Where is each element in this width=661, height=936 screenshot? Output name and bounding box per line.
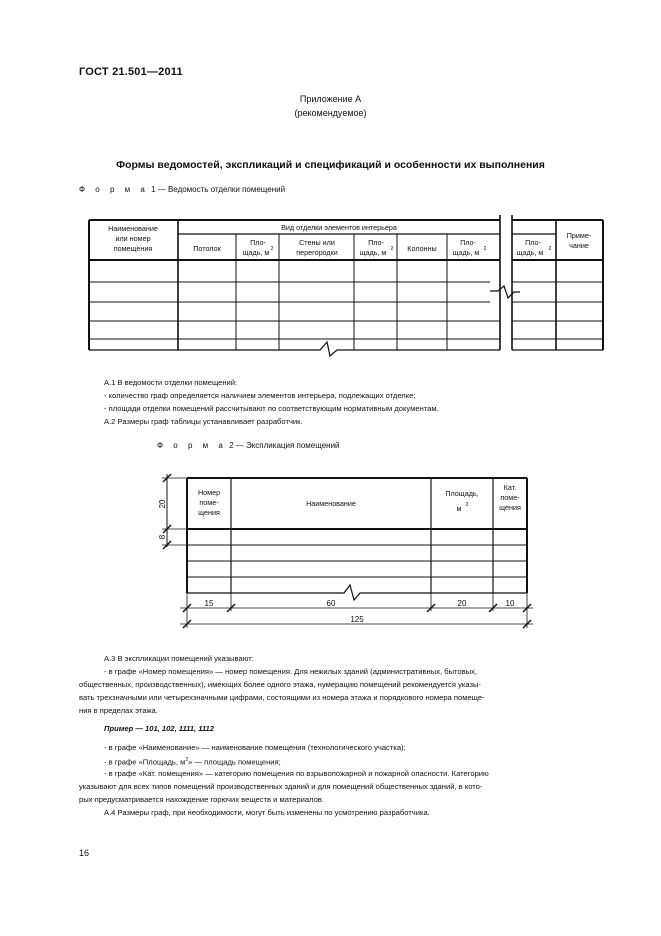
- note-a3-p4-l3: рых предусматривается нахождение горючих веществ и материалов.: [79, 795, 324, 804]
- note-a3-p1-l2: общественных, производственных), имеющих более одного этажа, нумерацию помещений рекомендуется указы-: [79, 680, 481, 689]
- form2-col-name: Наименование: [306, 499, 356, 508]
- note-a1: А.1 В ведомости отделки помещений:: [104, 378, 238, 387]
- note-a3-p1-l3: вать трехзначными или четырехзначными цифрами, состоящими из номера этажа и порядкового номера помеще-: [79, 693, 485, 702]
- form2-col-cat-l2: поме-: [500, 493, 520, 502]
- note-a3-p4-l1: - в графе «Кат. помещения» — категорию помещения по взрывопожарной и пожарной опасности. Категорию: [104, 769, 489, 778]
- form1-col-name-l1: Наименование: [108, 224, 158, 233]
- form1-col-note-l1: Приме-: [566, 231, 592, 240]
- note-a2: А.2 Размеры граф таблицы устанавливает разработчик.: [104, 417, 303, 426]
- note-a1-item2: - площади отделки помещений рассчитывают по соответствующим нормативным документам.: [104, 404, 439, 413]
- form2-col-num-l1: Номер: [197, 488, 221, 497]
- form1-caption-rest: 1 — Ведомость отделки помещений: [151, 185, 286, 194]
- form2-dim-row-height: 8: [158, 534, 167, 540]
- form2-dim-name: 60: [326, 599, 336, 608]
- note-a3-p3-b: » — площадь помещения;: [188, 757, 281, 767]
- form1-col-walls-a: Стены или: [299, 238, 335, 247]
- form2-col-area-sup: 2: [465, 502, 469, 508]
- form1-col-area3-b: щадь, м: [452, 248, 480, 257]
- example: Пример — 101, 102, 1111, 1112: [104, 724, 214, 733]
- note-a3: А.3 В экспликации помещений указывают:: [104, 654, 254, 663]
- form2-col-area-l2: м: [456, 504, 462, 513]
- form1-col-area2-sup: 2: [390, 246, 394, 252]
- form1-col-area2-b: щадь, м: [359, 248, 387, 257]
- form2-dim-num: 15: [204, 599, 214, 608]
- form2-dim-total: 125: [350, 615, 364, 624]
- note-a3-p4-l2: указывают для всех типов помещений производственных зданий и для помещений общественных зданий, в кото-: [79, 782, 483, 791]
- form1-col-area2-a: Пло-: [368, 238, 384, 247]
- form2-dim-cat: 10: [505, 599, 515, 608]
- form1-col-area4-b: щадь, м: [516, 248, 544, 257]
- note-a3-p3-sup: 2: [185, 757, 189, 763]
- form1-col-area3-a: Пло-: [460, 238, 476, 247]
- form2-col-area-l1: Площадь,: [445, 489, 479, 498]
- note-a3-p3-a: - в графе «Площадь, м: [104, 757, 186, 767]
- form1-col-ceiling: Потолок: [193, 244, 221, 253]
- note-a3-p2: - в графе «Наименование» — наименование помещения (технологического участка);: [104, 743, 406, 752]
- form1-col-name-l2: или номер: [115, 234, 151, 243]
- page-number: 16: [79, 848, 90, 858]
- form1-col-columns: Колонны: [407, 244, 437, 253]
- form2-dim-area: 20: [457, 599, 467, 608]
- form1-col-area4-sup: 2: [548, 246, 552, 252]
- form1-col-area1-a: Пло-: [250, 238, 266, 247]
- form2-col-cat-l3: щения: [499, 503, 521, 512]
- note-a3-p1-l4: ния в пределах этажа.: [79, 706, 158, 715]
- form2-col-cat-l1: Кат.: [503, 483, 517, 492]
- appendix-note: (рекомендуемое): [294, 108, 367, 118]
- section-title: Формы ведомостей, экспликаций и спецификаций и особенности их выполнения: [116, 159, 545, 171]
- note-a4: А.4 Размеры граф, при необходимости, могут быть изменены по усмотрению разработчика.: [104, 808, 430, 817]
- form1-col-name-l3: помещения: [113, 244, 153, 253]
- form1-col-area1-b: щадь, м: [242, 248, 270, 257]
- form1-col-area1-sup: 2: [270, 246, 274, 252]
- form2-col-num-l2: поме-: [199, 498, 219, 507]
- form1-col-walls-b: перегородки: [296, 248, 338, 257]
- form2-caption-word: Ф о р м а: [157, 441, 227, 450]
- form2-dim-head-height: 20: [158, 499, 167, 509]
- note-a1-item1: - количество граф определяется наличием элементов интерьера, подлежащих отделке;: [104, 391, 416, 400]
- form2-caption-rest: 2 — Экспликация помещений: [229, 441, 340, 450]
- note-a3-p1-l1: - в графе «Номер помещения» — номер помещения. Для нежилых зданий (административных, бытовых,: [104, 667, 478, 676]
- document-header: ГОСТ 21.501—2011: [79, 66, 183, 78]
- form1-caption-word: Ф о р м а: [79, 185, 149, 194]
- form2-col-num-l3: щения: [198, 508, 220, 517]
- form1-col-area4-a: Пло-: [525, 238, 541, 247]
- form1-group-header: Вид отделки элементов интерьера: [281, 223, 397, 232]
- form1-col-area3-sup: 2: [483, 246, 487, 252]
- appendix-title: Приложение А: [299, 94, 362, 104]
- form1-col-note-l2: чание: [569, 241, 589, 250]
